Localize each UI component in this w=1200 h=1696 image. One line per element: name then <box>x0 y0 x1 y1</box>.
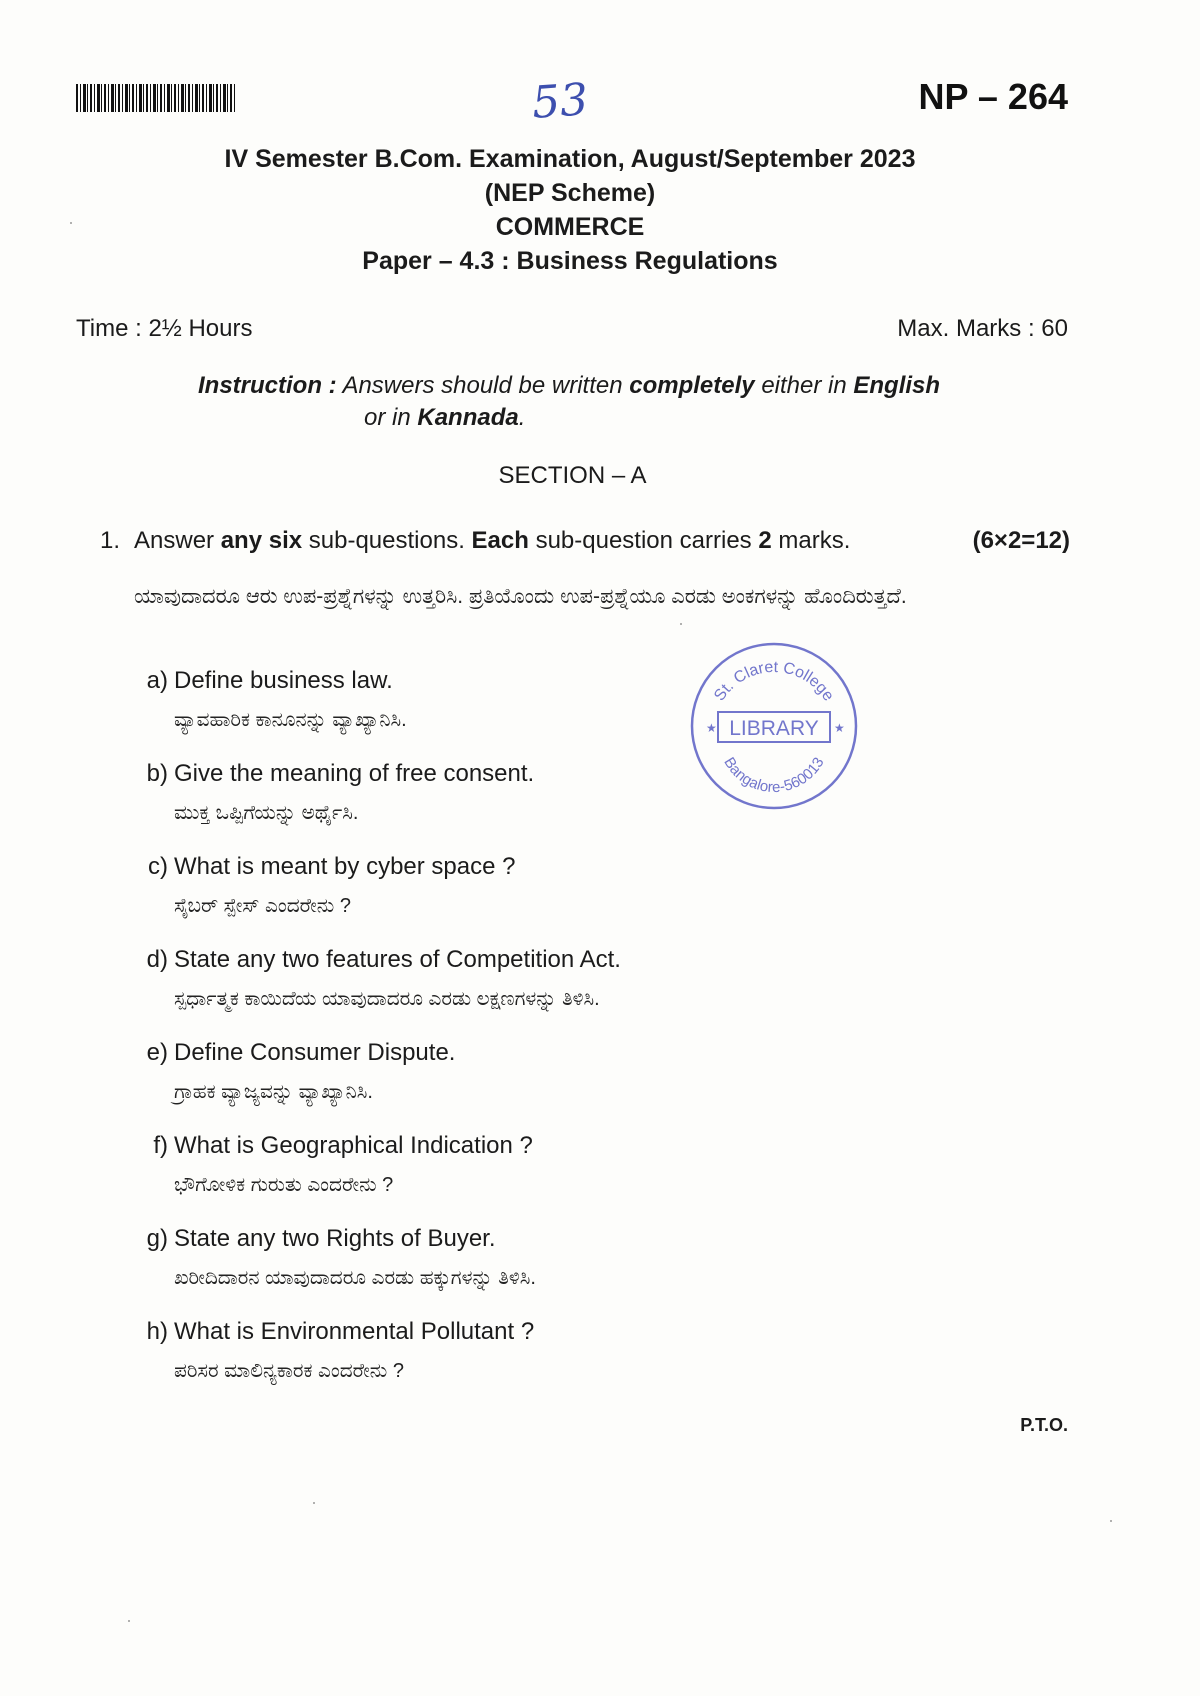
sub-question-english: Give the meaning of free consent. <box>174 760 535 787</box>
exam-title: IV Semester B.Com. Examination, August/September 2023 <box>224 145 916 173</box>
sub-question-english: What is Geographical Indication ? <box>174 1132 533 1159</box>
sub-question-english: Define business law. <box>174 667 393 694</box>
question-kannada-intro: ಯಾವುದಾದರೂ ಆರು ಉಪ-ಪ್ರಶ್ನೆಗಳನ್ನು ಉತ್ತರಿಸಿ. ಪ್ರತಿಯೊಂದು ಉಪ-ಪ್ರಶ್ನೆಯೂ ಎರಡು ಅಂಕಗಳನ್ನು ಹೊಂದಿರುತ್ತದೆ. <box>134 585 907 608</box>
stamp-bottom-text: Bangalore-560013 <box>720 754 828 797</box>
library-stamp <box>688 640 860 812</box>
barcode <box>76 84 236 112</box>
q-bold-1: any six <box>220 527 303 554</box>
sub-question-kannada: ವ್ಯಾವಹಾರಿಕ ಕಾನೂನನ್ನು ವ್ಯಾಖ್ಯಾನಿಸಿ. <box>174 709 407 731</box>
instruction-bold-1: completely <box>629 372 755 399</box>
question-text <box>134 527 850 555</box>
sub-question-label: c) <box>148 853 168 880</box>
sub-question-label: e) <box>146 1039 168 1066</box>
scan-speck <box>1110 1520 1112 1522</box>
sub-question-label: a) <box>146 667 168 694</box>
sub-question-english: What is Environmental Pollutant ? <box>174 1318 535 1345</box>
instruction-bold-2: English <box>853 372 941 399</box>
sub-question-label: h) <box>146 1318 168 1345</box>
question-marks: (6×2=12) <box>972 527 1070 554</box>
question-number: 1. <box>100 527 121 554</box>
q-text-1: Answer <box>134 527 215 554</box>
instruction-text-2: either in <box>761 372 847 399</box>
sub-question-kannada: ಮುಕ್ತ ಒಪ್ಪಿಗೆಯನ್ನು ಅರ್ಥೈಸಿ. <box>174 802 359 824</box>
sub-question-label: d) <box>146 946 168 973</box>
sub-question-english: Define Consumer Dispute. <box>174 1039 456 1066</box>
exam-time: Time : 2½ Hours <box>76 315 253 342</box>
sub-question-kannada: ಸ್ಪರ್ಧಾತ್ಮಕ ಕಾಯಿದೆಯ ಯಾವುದಾದರೂ ಎರಡು ಲಕ್ಷಣಗಳನ್ನು ತಿಳಿಸಿ. <box>174 988 600 1010</box>
scan-speck <box>128 1620 130 1622</box>
scan-speck <box>70 222 72 224</box>
instruction <box>198 370 1058 434</box>
sub-question-english: State any two features of Competition Act. <box>174 946 621 973</box>
exam-header <box>120 142 1020 278</box>
q-text-3: sub-question carries <box>535 527 752 554</box>
exam-subject: COMMERCE <box>495 213 645 241</box>
max-marks: Max. Marks : 60 <box>897 315 1068 342</box>
instruction-text-1: Answers should be written <box>342 372 623 399</box>
sub-question-kannada: ಪರಿಸರ ಮಾಲಿನ್ಯಕಾರಕ ಎಂದರೇನು ? <box>174 1360 404 1382</box>
stamp-star-right: ★ <box>834 721 845 735</box>
scan-speck <box>313 1502 315 1504</box>
instruction-label: Instruction : <box>198 372 337 399</box>
exam-paper: Paper – 4.3 : Business Regulations <box>362 247 778 275</box>
stamp-star-left: ★ <box>706 721 717 735</box>
sub-question-kannada: ಭೌಗೋಳಿಕ ಗುರುತು ಎಂದರೇನು ? <box>174 1174 394 1196</box>
q-bold-2: Each <box>471 527 529 554</box>
instruction-line-2 <box>198 402 1058 434</box>
sub-question-kannada: ಗ್ರಾಹಕ ವ್ಯಾಜ್ಯವನ್ನು ವ್ಯಾಖ್ಯಾನಿಸಿ. <box>174 1081 373 1103</box>
sub-question-english: What is meant by cyber space ? <box>174 853 516 880</box>
exam-scheme: (NEP Scheme) <box>484 179 656 207</box>
q-bold-3: 2 <box>758 527 772 554</box>
sub-question-english: State any two Rights of Buyer. <box>174 1225 496 1252</box>
instruction-text-4: . <box>518 404 526 431</box>
section-title: SECTION – A <box>498 462 647 489</box>
handwritten-mark: 53 <box>530 74 590 129</box>
stamp-top-text: St. Claret College <box>711 658 837 705</box>
paper-code: NP – 264 <box>918 76 1068 117</box>
sub-question-label: f) <box>153 1132 168 1159</box>
sub-question-kannada: ಖರೀದಿದಾರನ ಯಾವುದಾದರೂ ಎರಡು ಹಕ್ಕುಗಳನ್ನು ತಿಳಿಸಿ. <box>174 1267 536 1289</box>
instruction-bold-3: Kannada <box>417 404 519 431</box>
sub-question-label: g) <box>146 1225 168 1252</box>
sub-question-kannada: ಸೈಬರ್ ಸ್ಪೇಸ್ ಎಂದರೇನು ? <box>174 895 351 917</box>
scan-speck <box>680 623 682 625</box>
q-text-4: marks. <box>778 527 851 554</box>
instruction-text-3: or in <box>364 404 411 431</box>
pto-label: P.T.O. <box>1020 1415 1068 1435</box>
sub-question-label: b) <box>146 760 168 787</box>
stamp-center-text: LIBRARY <box>729 717 819 740</box>
q-text-2: sub-questions. <box>308 527 465 554</box>
